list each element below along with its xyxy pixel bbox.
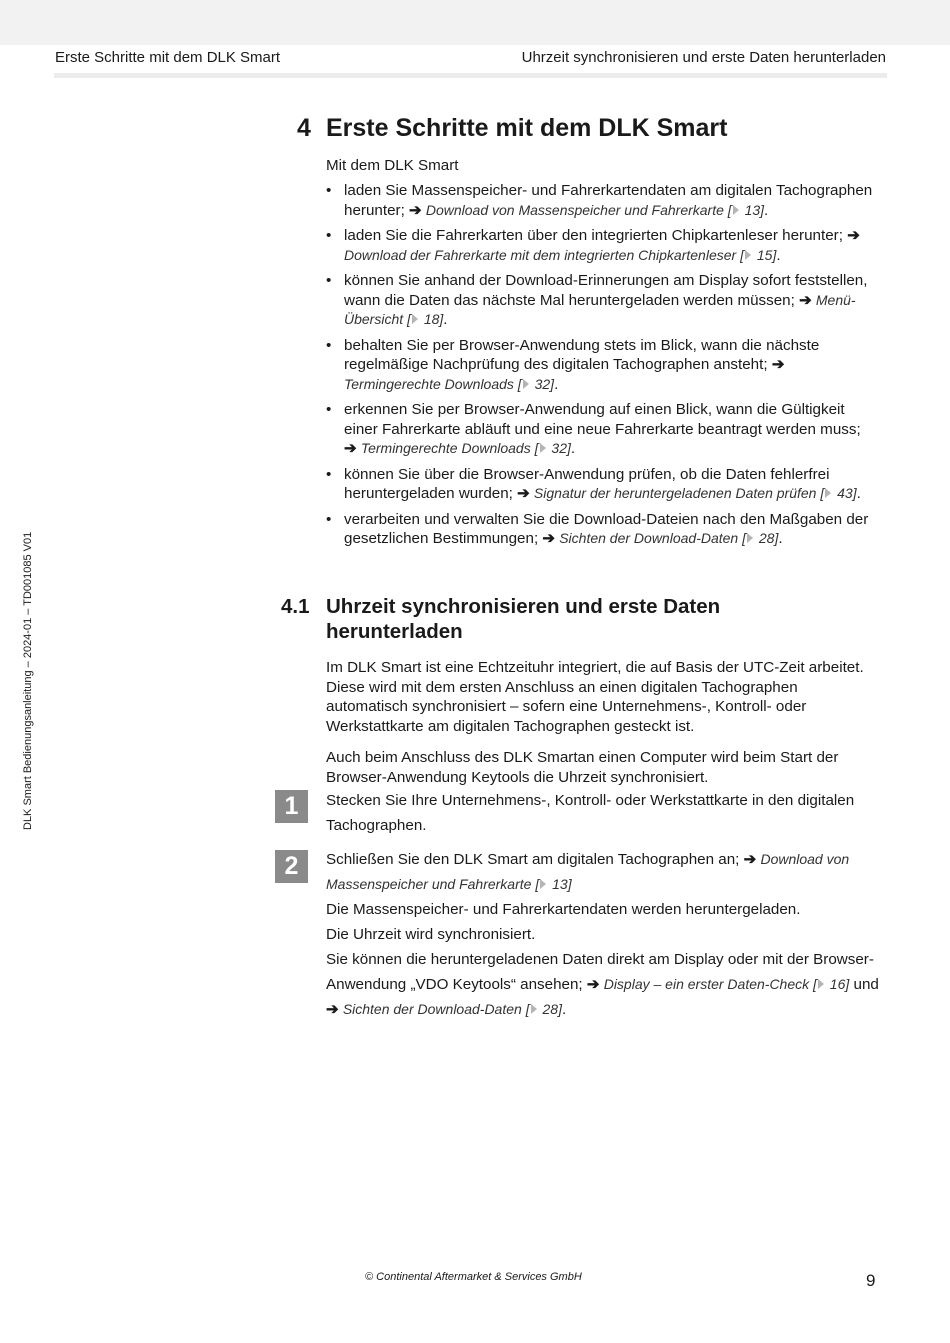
arrow-icon: ➔ (326, 1001, 339, 1018)
header-rule (54, 73, 887, 78)
section-title: Uhrzeit synchronisieren und erste Daten herunterladen (326, 595, 721, 643)
list-item: • laden Sie Massenspeicher- und Fahrerkartendaten am digitalen Tachographen herunter; ➔ Download von Massenspeicher und Fahrerkarte [ 13]. (326, 182, 873, 219)
page-triangle-icon (412, 314, 418, 324)
cross-reference-link[interactable]: Sichten der Download-Daten [ 28] (559, 530, 779, 546)
arrow-icon: ➔ (344, 440, 357, 457)
arrow-icon: ➔ (409, 201, 422, 219)
page-triangle-icon (540, 879, 546, 889)
side-document-id: DLK Smart Bedienungsanleitung – 2024-01 – TD001085 V01 (22, 531, 34, 830)
chapter-title: Erste Schritte mit dem DLK Smart (326, 114, 728, 142)
arrow-icon: ➔ (586, 976, 600, 993)
arrow-icon: ➔ (771, 356, 785, 373)
step-result: Die Massenspeicher- und Fahrerkartendaten werden heruntergeladen. (326, 901, 801, 918)
arrow-icon: ➔ (542, 530, 555, 547)
step-number-badge: 1 (275, 790, 308, 823)
list-item: • können Sie anhand der Download-Erinnerungen am Display sofort feststellen, wann die Daten das nächste Mal heruntergeladen werden müssen; ➔ Menü-Übersicht [ 18]. (326, 272, 868, 328)
list-item: • verarbeiten und verwalten Sie die Download-Dateien nach den Maßgaben der gesetzlichen Bestimmungen; ➔ Sichten der Download-Daten [ 28]. (326, 510, 869, 547)
page-triangle-icon (540, 443, 546, 453)
page-triangle-icon (747, 533, 753, 543)
cross-reference-link[interactable]: Download von Massenspeicher und Fahrerkarte [ 13] (326, 851, 850, 892)
body-paragraph: Im DLK Smart ist eine Echtzeituhr integriert, die auf Basis der UTC-Zeit arbeitet. Diese wird mit dem ersten Anschluss an einen digitalen Tachographen automatisch synchronisiert – sofern eine Unternehmens-, Kontroll- oder Werkstattkarte am digitalen Tachographen gesteckt ist. (326, 659, 864, 735)
cross-reference-link[interactable]: Display – ein erster Daten-Check [ 16] (603, 976, 850, 992)
step-number-badge: 2 (275, 850, 308, 883)
list-item: • behalten Sie per Browser-Anwendung stets im Blick, wann die nächste regelmäßige Nachprüfung des digitalen Tachographen ansteht; ➔ Termingerechte Downloads [ 32]. (326, 336, 820, 393)
step-instruction: Stecken Sie Ihre Unternehmens-, Kontroll- oder Werkstattkarte in den digitalen Tachographen. (326, 792, 855, 834)
page-triangle-icon (825, 488, 831, 498)
running-header-left: Erste Schritte mit dem DLK Smart (55, 49, 281, 66)
top-band (0, 0, 950, 45)
page-triangle-icon (733, 205, 739, 215)
page-triangle-icon (818, 979, 824, 989)
cross-reference-link[interactable]: Sichten der Download-Daten [ 28] (342, 1001, 562, 1017)
page-triangle-icon (745, 250, 751, 260)
body-paragraph: Auch beim Anschluss des DLK Smartan einen Computer wird beim Start der Browser-Anwendung Keytools die Uhrzeit synchronisiert. (326, 749, 839, 786)
cross-reference-link[interactable]: Download von Massenspeicher und Fahrerkarte [ 13] (425, 201, 765, 218)
cross-reference-link[interactable]: Termingerechte Downloads [ 32] (360, 440, 571, 456)
arrow-icon: ➔ (743, 851, 757, 868)
footer-copyright: © Continental Aftermarket & Services GmbH (365, 1271, 582, 1283)
list-item: • können Sie über die Browser-Anwendung prüfen, ob die Daten fehlerfrei heruntergeladen wurden; ➔ Signatur der heruntergeladenen Daten prüfen [ 43]. (326, 465, 861, 502)
feature-list (326, 181, 874, 555)
step-instruction (326, 847, 886, 1022)
page-triangle-icon (523, 379, 529, 389)
cross-reference-link[interactable]: Download der Fahrerkarte mit dem integrierten Chipkartenleser [ 15] (344, 246, 777, 263)
chapter-number: 4 (297, 114, 311, 142)
cross-reference-link[interactable]: Signatur der heruntergeladenen Daten prüfen [ 43] (533, 485, 857, 501)
cross-reference-link[interactable]: Termingerechte Downloads [ 32] (344, 375, 555, 392)
running-header-right: Uhrzeit synchronisieren und erste Daten herunterladen (521, 49, 886, 66)
arrow-icon: ➔ (517, 485, 530, 502)
arrow-icon: ➔ (847, 227, 860, 244)
page-triangle-icon (531, 1004, 537, 1014)
section-number: 4.1 (281, 595, 310, 618)
page-number: 9 (866, 1271, 876, 1290)
step-result: Sie können die heruntergeladenen Daten direkt am Display oder mit der Browser-Anwendung „VDO Keytools“ ansehen; ➔ Display – ein erster Daten-Check [ 16] und ➔ Sichten der Download-Daten [ 28]. (326, 951, 879, 1018)
cross-reference-link[interactable]: Menü-Übersicht [ 18] (344, 291, 856, 327)
step-result: Die Uhrzeit wird synchronisiert. (326, 926, 536, 943)
chapter-intro: Mit dem DLK Smart (326, 157, 459, 174)
step-action: Schließen Sie den DLK Smart am digitalen Tachographen an; ➔ Download von Massenspeicher und Fahrerkarte [ 13] (326, 851, 850, 892)
list-item: • laden Sie die Fahrerkarten über den integrierten Chipkartenleser herunter; ➔ Download der Fahrerkarte mit dem integrierten Chipkartenleser [ 15]. (326, 227, 860, 264)
list-item: • erkennen Sie per Browser-Anwendung auf einen Blick, wann die Gültigkeit einer Fahrerkarte abläuft und eine neue Fahrerkarte beantragt werden muss; ➔ Termingerechte Downloads [ 32]. (326, 401, 861, 457)
arrow-icon: ➔ (799, 291, 812, 309)
